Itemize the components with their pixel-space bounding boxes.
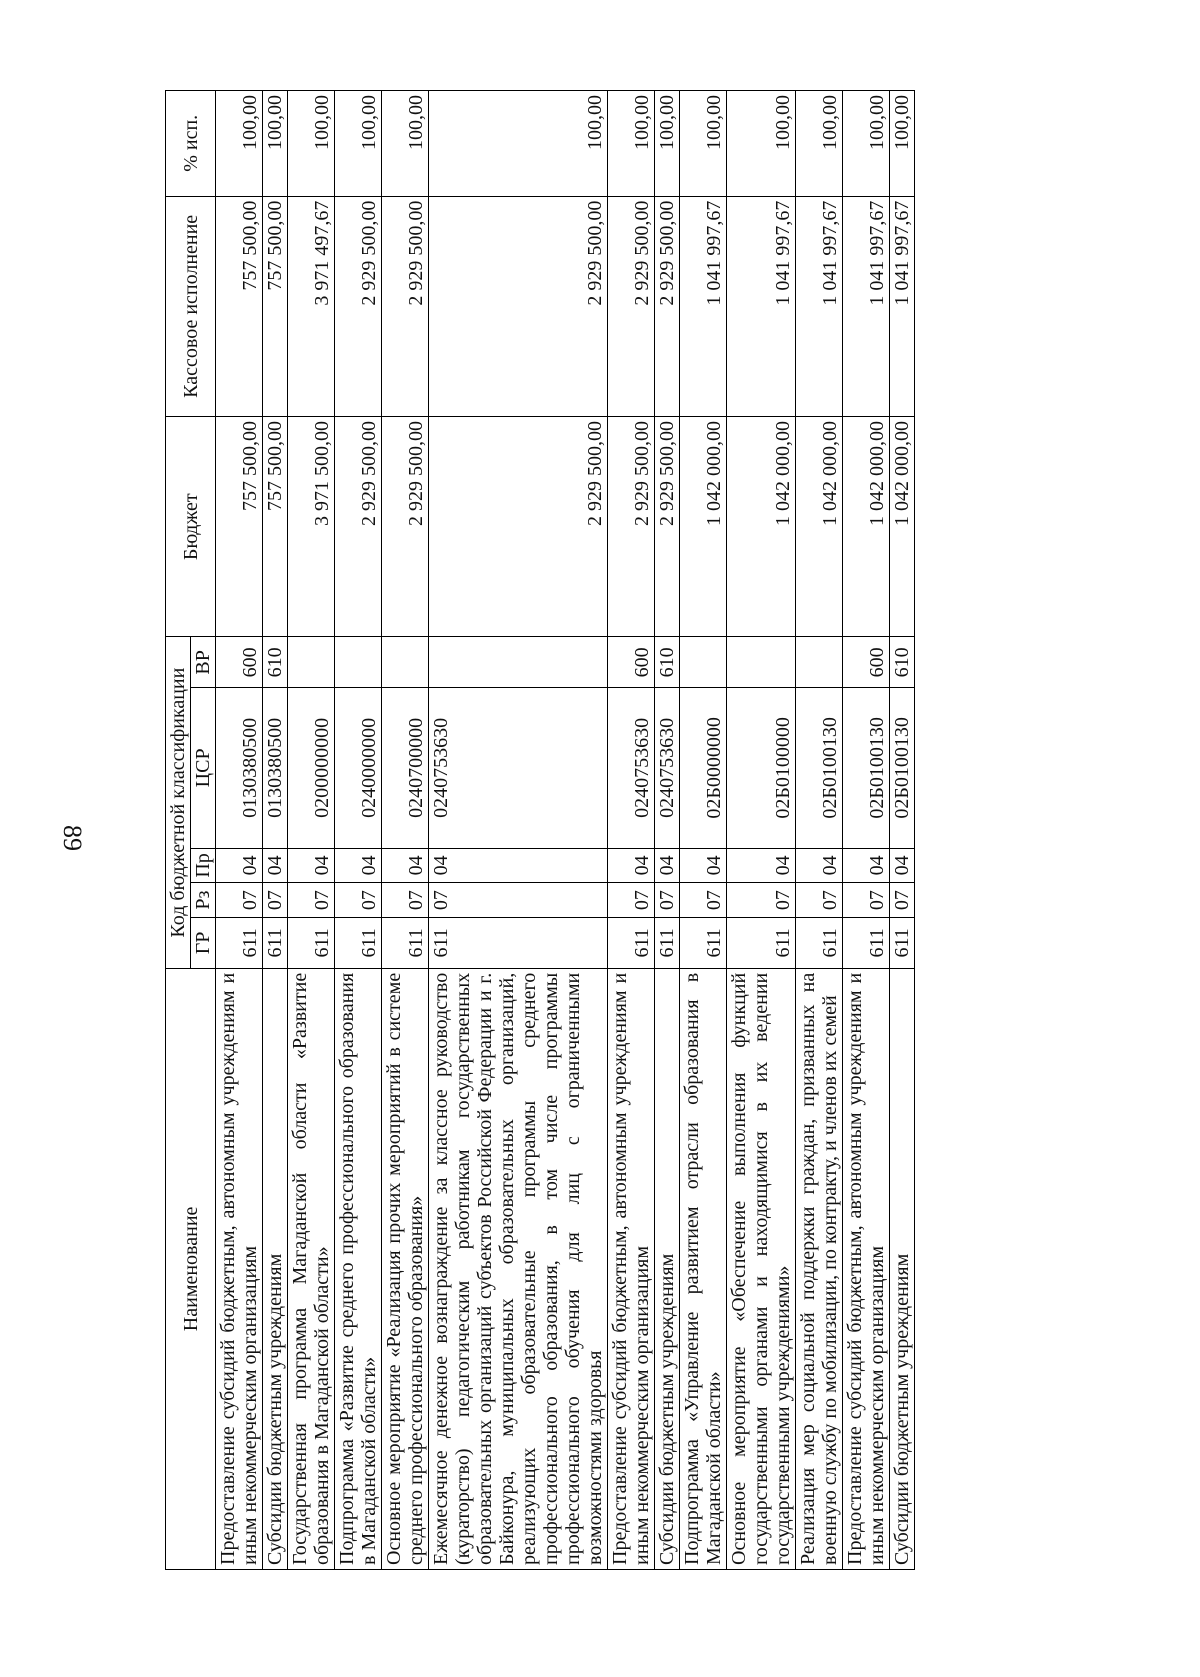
row-name: Субсидии бюджетным учреждениям <box>263 968 288 1569</box>
row-pct: 100,00 <box>655 91 680 197</box>
row-pct: 100,00 <box>727 91 796 197</box>
row-pr: 04 <box>890 848 915 883</box>
row-csr: 02Б0100000 <box>727 688 796 848</box>
row-vr <box>429 637 608 688</box>
row-rz: 07 <box>335 883 382 918</box>
row-csr: 02Б0000000 <box>680 688 727 848</box>
row-budget: 2 929 500,00 <box>429 417 608 637</box>
row-pct: 100,00 <box>263 91 288 197</box>
row-cash: 1 041 997,67 <box>796 196 843 416</box>
row-gr: 611 <box>890 918 915 969</box>
row-name: Подпрограмма «Управление развитием отрасли образования в Магаданской области» <box>680 968 727 1569</box>
page-number: 89 <box>58 825 87 851</box>
row-csr: 0240753630 <box>608 688 655 848</box>
row-pct: 100,00 <box>680 91 727 197</box>
row-rz: 07 <box>727 883 796 918</box>
row-cash: 2 929 500,00 <box>608 196 655 416</box>
header-vr: ВР <box>191 637 216 688</box>
row-gr: 611 <box>843 918 890 969</box>
row-csr: 0240000000 <box>335 688 382 848</box>
table-row <box>382 91 429 1570</box>
row-pr: 04 <box>680 848 727 883</box>
row-vr <box>680 637 727 688</box>
row-vr <box>727 637 796 688</box>
row-gr: 611 <box>608 918 655 969</box>
row-csr: 0200000000 <box>288 688 335 848</box>
row-gr: 611 <box>796 918 843 969</box>
row-pct: 100,00 <box>216 91 263 197</box>
header-cash: Кассовое исполнение <box>166 196 216 416</box>
row-gr: 611 <box>655 918 680 969</box>
header-pr: Пр <box>191 848 216 883</box>
row-name: Субсидии бюджетным учреждениям <box>890 968 915 1569</box>
row-budget: 757 500,00 <box>216 417 263 637</box>
row-rz: 07 <box>288 883 335 918</box>
header-csr: ЦСР <box>191 688 216 848</box>
row-pr: 04 <box>216 848 263 883</box>
table-row <box>890 91 915 1570</box>
row-pct: 100,00 <box>288 91 335 197</box>
table-row <box>335 91 382 1570</box>
row-pr: 04 <box>288 848 335 883</box>
row-vr: 600 <box>843 637 890 688</box>
row-name: Предоставление субсидий бюджетным, автономным учреждениям и иным некоммерческим организациям <box>843 968 890 1569</box>
budget-table <box>165 90 915 1570</box>
row-rz: 07 <box>608 883 655 918</box>
row-name: Основное мероприятие «Обеспечение выполнения функций государственными органами и находящимися в их ведении государственными учреждениями» <box>727 968 796 1569</box>
row-pct: 100,00 <box>843 91 890 197</box>
row-pr: 04 <box>335 848 382 883</box>
row-rz: 07 <box>382 883 429 918</box>
row-csr: 02Б0100130 <box>890 688 915 848</box>
row-name: Ежемесячное денежное вознаграждение за классное руководство (кураторство) педагогическим работникам государственных образовательных организаций субъектов Российской Федерации и г. Байконура, муниципальных образовательных организаций, реализующих образовательные программы среднего профессионального образования, в том числе программы профессионального обучения для лиц с ограниченными возможностями здоровья <box>429 968 608 1569</box>
row-vr <box>382 637 429 688</box>
row-gr: 611 <box>288 918 335 969</box>
header-rz: Рз <box>191 883 216 918</box>
row-pct: 100,00 <box>335 91 382 197</box>
row-pr: 04 <box>727 848 796 883</box>
row-vr: 600 <box>608 637 655 688</box>
row-gr: 611 <box>263 918 288 969</box>
header-budget: Бюджет <box>166 417 216 637</box>
row-name: Субсидии бюджетным учреждениям <box>655 968 680 1569</box>
row-budget: 1 042 000,00 <box>796 417 843 637</box>
row-vr: 610 <box>890 637 915 688</box>
row-name: Реализация мер социальной поддержки граждан, призванных на военную службу по мобилизации, по контракту, и членов их семей <box>796 968 843 1569</box>
row-cash: 2 929 500,00 <box>655 196 680 416</box>
row-rz: 07 <box>655 883 680 918</box>
row-cash: 3 971 497,67 <box>288 196 335 416</box>
row-budget: 2 929 500,00 <box>655 417 680 637</box>
row-cash: 757 500,00 <box>263 196 288 416</box>
row-gr: 611 <box>429 918 608 969</box>
row-rz: 07 <box>263 883 288 918</box>
row-name: Государственная программа Магаданской области «Развитие образования в Магаданской области» <box>288 968 335 1569</box>
row-budget: 3 971 500,00 <box>288 417 335 637</box>
row-csr: 02Б0100130 <box>796 688 843 848</box>
row-cash: 2 929 500,00 <box>335 196 382 416</box>
table-row <box>216 91 263 1570</box>
row-cash: 2 929 500,00 <box>382 196 429 416</box>
table-row <box>263 91 288 1570</box>
row-pct: 100,00 <box>429 91 608 197</box>
row-pr: 04 <box>608 848 655 883</box>
row-csr: 0130380500 <box>216 688 263 848</box>
row-rz: 07 <box>680 883 727 918</box>
header-row-1 <box>166 91 191 1570</box>
row-name: Предоставление субсидий бюджетным, автономным учреждениям и иным некоммерческим организациям <box>608 968 655 1569</box>
row-pr: 04 <box>843 848 890 883</box>
row-rz: 07 <box>796 883 843 918</box>
row-gr: 611 <box>216 918 263 969</box>
table-row <box>843 91 890 1570</box>
row-csr: 02Б0100130 <box>843 688 890 848</box>
table-row <box>608 91 655 1570</box>
row-pr: 04 <box>796 848 843 883</box>
budget-table-container <box>165 90 915 1570</box>
row-csr: 0240753630 <box>655 688 680 848</box>
header-code-group: Код бюджетной классификации <box>166 637 191 968</box>
row-budget: 2 929 500,00 <box>608 417 655 637</box>
row-rz: 07 <box>843 883 890 918</box>
row-gr: 611 <box>680 918 727 969</box>
table-row <box>655 91 680 1570</box>
row-cash: 1 041 997,67 <box>890 196 915 416</box>
row-pr: 04 <box>263 848 288 883</box>
row-name: Основное мероприятие «Реализация прочих мероприятий в системе среднего профессионального образования» <box>382 968 429 1569</box>
row-rz: 07 <box>429 883 608 918</box>
table-row <box>727 91 796 1570</box>
table-body <box>216 91 915 1570</box>
row-cash: 1 041 997,67 <box>843 196 890 416</box>
row-cash: 757 500,00 <box>216 196 263 416</box>
table-row <box>796 91 843 1570</box>
table-row <box>429 91 608 1570</box>
row-vr: 610 <box>263 637 288 688</box>
row-budget: 1 042 000,00 <box>680 417 727 637</box>
row-vr: 610 <box>655 637 680 688</box>
row-cash: 1 041 997,67 <box>680 196 727 416</box>
row-vr <box>796 637 843 688</box>
row-vr <box>288 637 335 688</box>
row-budget: 2 929 500,00 <box>335 417 382 637</box>
row-csr: 0240753630 <box>429 688 608 848</box>
row-budget: 1 042 000,00 <box>843 417 890 637</box>
row-pct: 100,00 <box>608 91 655 197</box>
table-row <box>680 91 727 1570</box>
row-cash: 1 041 997,67 <box>727 196 796 416</box>
row-csr: 0240700000 <box>382 688 429 848</box>
row-gr: 611 <box>335 918 382 969</box>
row-rz: 07 <box>216 883 263 918</box>
row-name: Предоставление субсидий бюджетным, автономным учреждениям и иным некоммерческим организациям <box>216 968 263 1569</box>
row-cash: 2 929 500,00 <box>429 196 608 416</box>
row-pct: 100,00 <box>796 91 843 197</box>
row-vr: 600 <box>216 637 263 688</box>
row-csr: 0130380500 <box>263 688 288 848</box>
row-pr: 04 <box>655 848 680 883</box>
row-budget: 1 042 000,00 <box>727 417 796 637</box>
row-gr: 611 <box>382 918 429 969</box>
header-pct: % исп. <box>166 91 216 197</box>
row-pr: 04 <box>382 848 429 883</box>
row-vr <box>335 637 382 688</box>
row-name: Подпрограмма «Развитие среднего профессионального образования в Магаданской области» <box>335 968 382 1569</box>
table-row <box>288 91 335 1570</box>
row-gr: 611 <box>727 918 796 969</box>
header-gr: ГР <box>191 918 216 969</box>
row-budget: 1 042 000,00 <box>890 417 915 637</box>
row-rz: 07 <box>890 883 915 918</box>
row-pct: 100,00 <box>890 91 915 197</box>
row-pr: 04 <box>429 848 608 883</box>
row-pct: 100,00 <box>382 91 429 197</box>
row-budget: 757 500,00 <box>263 417 288 637</box>
row-budget: 2 929 500,00 <box>382 417 429 637</box>
header-name: Наименование <box>166 968 216 1569</box>
